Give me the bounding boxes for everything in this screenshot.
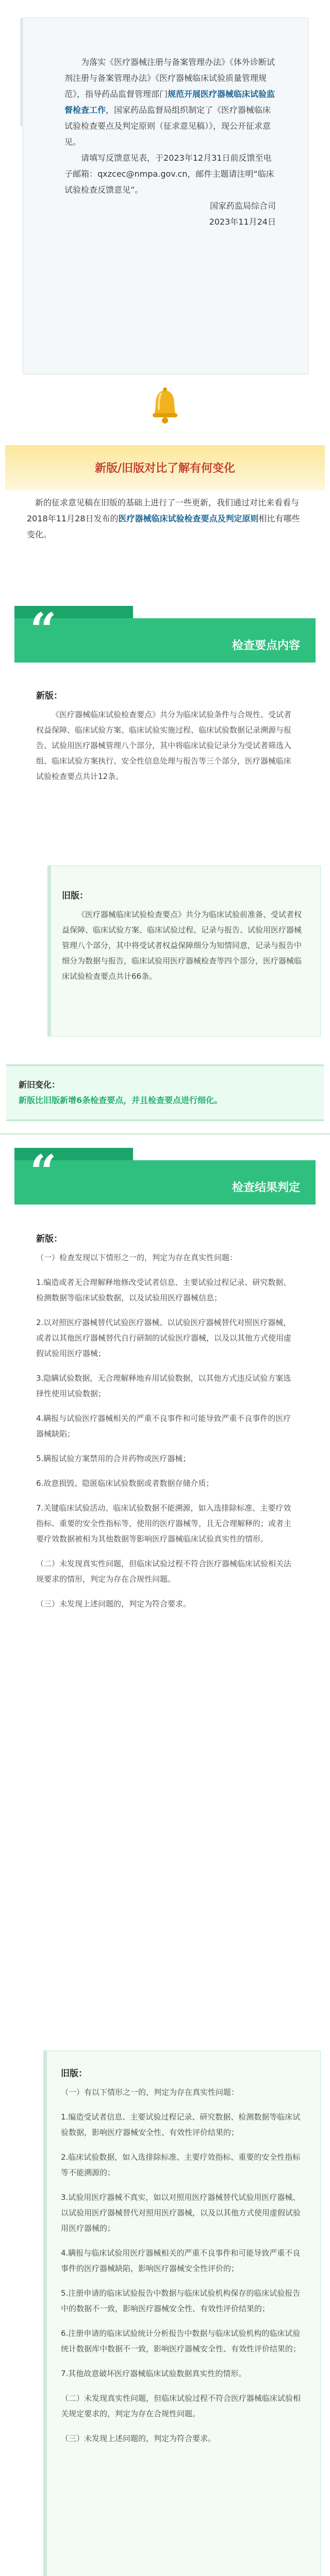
compare-title: 新版/旧版对比了解有何变化 xyxy=(94,462,236,475)
section1-old xyxy=(62,888,304,984)
section2-new-item: 3.隐瞒试验数据，无合理解释地弃用试验数据，以其他方式违反试验方案选择性使用试验数据； xyxy=(36,1374,291,1398)
section2-old-item: 1.编造受试者信息、主要试验过程记录、研究数据、检测数据等临床试验数据，影响医疗器械安全性、有效性评价结果的； xyxy=(61,2112,301,2137)
section-header-inspection-points xyxy=(14,603,316,663)
notice-text xyxy=(64,54,276,230)
section2-new xyxy=(36,1231,294,1612)
quote-icon: “ xyxy=(30,603,57,657)
section2-old-item: 4.瞒报与临床试验用医疗器械相关的严重不良事件和可能导致严重不良事件的医疗器械缺陷，影响医疗器械安全性评价的； xyxy=(61,2248,301,2273)
section2-old-item: （二）未发现真实性问题，但临床试验过程不符合医疗器械临床试验相关规定要求的，判定为存在合规性问题。 xyxy=(61,2394,301,2418)
section1-new xyxy=(36,688,294,784)
change1-text: 新版比旧版新增6条检查要点，并且检查要点进行细化。 xyxy=(19,1095,223,1105)
section2-new-item: （一）检查发现以下情形之一的，判定为存在真实性问题： xyxy=(36,1253,238,1262)
section2-new-item: 2.以对照医疗器械替代试验医疗器械、以试验医疗器械替代对照医疗器械，或者以其他医疗器械替代自行研制的试验医疗器械，以及以其他方式使用虚假试验用医疗器械； xyxy=(36,1318,292,1358)
section2-old-item: 5.注册申请的临床试验报告中数据与临床试验机构保存的临床试验报告中的数据不一致，影响医疗器械安全性、有效性评价结果的； xyxy=(61,2289,301,2313)
bell-icon xyxy=(150,386,180,428)
notice-sign-org: 国家药监局综合司 xyxy=(209,201,276,211)
section2-old-item: （三）未发现上述问题的，判定为符合要求。 xyxy=(61,2434,216,2443)
section2-new-item: 5.瞒报试验方案禁用的合并药物或医疗器械； xyxy=(36,1454,191,1463)
notice-para-1: 为落实《医疗器械注册与备案管理办法》《体外诊断试剂注册与备案管理办法》《医疗器械临床试验质量管理规范》，指导药品监督管理部门规范开展医疗器械临床试验监督检查工作，国家药品监督局组织制定了《医疗器械临床试验检查要点及判定原则（征求意见稿）》，现公开征求意见。 xyxy=(64,57,275,147)
notice-sign-date: 2023年11月24日 xyxy=(209,217,276,227)
section2-new-item: 6.故意损毁、隐匿临床试验数据或者数据存储介质； xyxy=(36,1479,214,1488)
section2-old-label: 旧版： xyxy=(61,2069,87,2079)
quote-icon: “ xyxy=(30,1145,57,1199)
section2-new-item: 7.关键临床试验活动、临床试验数据不能溯源，如入选排除标准、主要疗效指标、重要的安全性指标等，使用的医疗器械等，且无合理解释的；或者主要疗效数据被相为其他数据等影响医疗器械临床试验真实性的情形。 xyxy=(36,1503,292,1544)
section1-new-label: 新版： xyxy=(36,691,62,701)
section2-new-label: 新版： xyxy=(36,1234,62,1244)
section2-new-item: 4.瞒报与试验医疗器械相关的严重不良事件和可能导致严重不良事件的医疗器械缺陷； xyxy=(36,1414,291,1438)
notice-highlight: 规范开展医疗器械临床试验监督检查工作 xyxy=(64,89,275,115)
notice-card xyxy=(23,18,308,374)
section2-old-item: 2.临床试验数据，如入选排除标准、主要疗效指标、重要的安全性指标等不能溯源的； xyxy=(61,2153,301,2177)
section2-new-item: （二）未发现真实性问题，但临床试验过程不符合医疗器械临床试验相关法规要求的情形，判定为存在合规性问题。 xyxy=(36,1559,292,1584)
section1-old-label: 旧版： xyxy=(62,891,88,901)
section2-old-item: 7.其他故意破坏医疗器械临床试验数据真实性的情形。 xyxy=(61,2369,246,2378)
section2-new-item: 1.编造或者无合理解释地修改受试者信息、主要试验过程记录、研究数据、检测数据等临床试验数据，以及试验用医疗器械信息； xyxy=(36,1278,291,1302)
compare-highlight: 医疗器械临床试验检查要点及判定原则 xyxy=(118,514,259,523)
section2-old-item: 3.试验用医疗器械不真实，如以对照用医疗器械替代试验用医疗器械、以试验用医疗器械替代对照用医疗器械，以及以其他方式使用虚假试验用医疗器械的； xyxy=(61,2193,301,2233)
compare-intro: 新的征求意见稿在旧版的基础上进行了一些更新，我们通过对比来看看与2018年11月28日发布的医疗器械临床试验检查要点及判定原则相比有哪些变化。 xyxy=(27,498,300,539)
change-box-1 xyxy=(6,1064,324,1121)
section-title-result-judgement: 检查结果判定 xyxy=(232,1181,300,1194)
section2-old xyxy=(61,2066,304,2446)
notice-para-2: 请填写反馈意见表，于2023年12月31日前反馈至电子邮箱：qxzcec@nmpa.gov.cn，邮件主题请注明“临床试验检查反馈意见”。 xyxy=(64,153,274,195)
section1-old-text: 《医疗器械临床试验检查要点》共分为临床试验前准备、受试者权益保障、临床试验方案、临床试验过程、记录与报告、试验用医疗器械管理八个部分，其中将受试者权益保障细分为知情同意，记录与报告中细分为数据与报告，临床试验用医疗器械检查等四个部分，医疗器械临床试验检查要点共计66条。 xyxy=(62,910,302,981)
section2-old-item: 6.注册申请的临床试验统计分析报告中数据与临床试验机构的临床试验统计数据库中数据不一致，影响医疗器械安全性、有效性评价结果的； xyxy=(61,2329,301,2353)
section-title-inspection-points: 检查要点内容 xyxy=(232,639,300,652)
card-side-bar xyxy=(20,18,23,126)
compare-header xyxy=(5,445,325,490)
section1-new-text: 《医疗器械临床试验检查要点》共分为临床试验条件与合规性、受试者权益保障、临床试验方案、临床试验实施过程、临床试验数据记录溯源与报告、试验用医疗器械管理八个部分，其中将临床试验记录分为受试者筛选入组、临床试验方案执行、安全性信息处理与报告等三个部分，医疗器械临床试验检查要点共计12条。 xyxy=(36,710,292,781)
section-divider xyxy=(0,1133,330,1134)
section2-old-item: （一）有以下情形之一的，判定为存在真实性问题： xyxy=(61,2088,239,2097)
change1-label: 新旧变化： xyxy=(19,1080,60,1090)
section-header-result-judgement xyxy=(14,1145,316,1205)
section2-new-item: （三）未发现上述问题的，判定为符合要求。 xyxy=(36,1599,191,1608)
